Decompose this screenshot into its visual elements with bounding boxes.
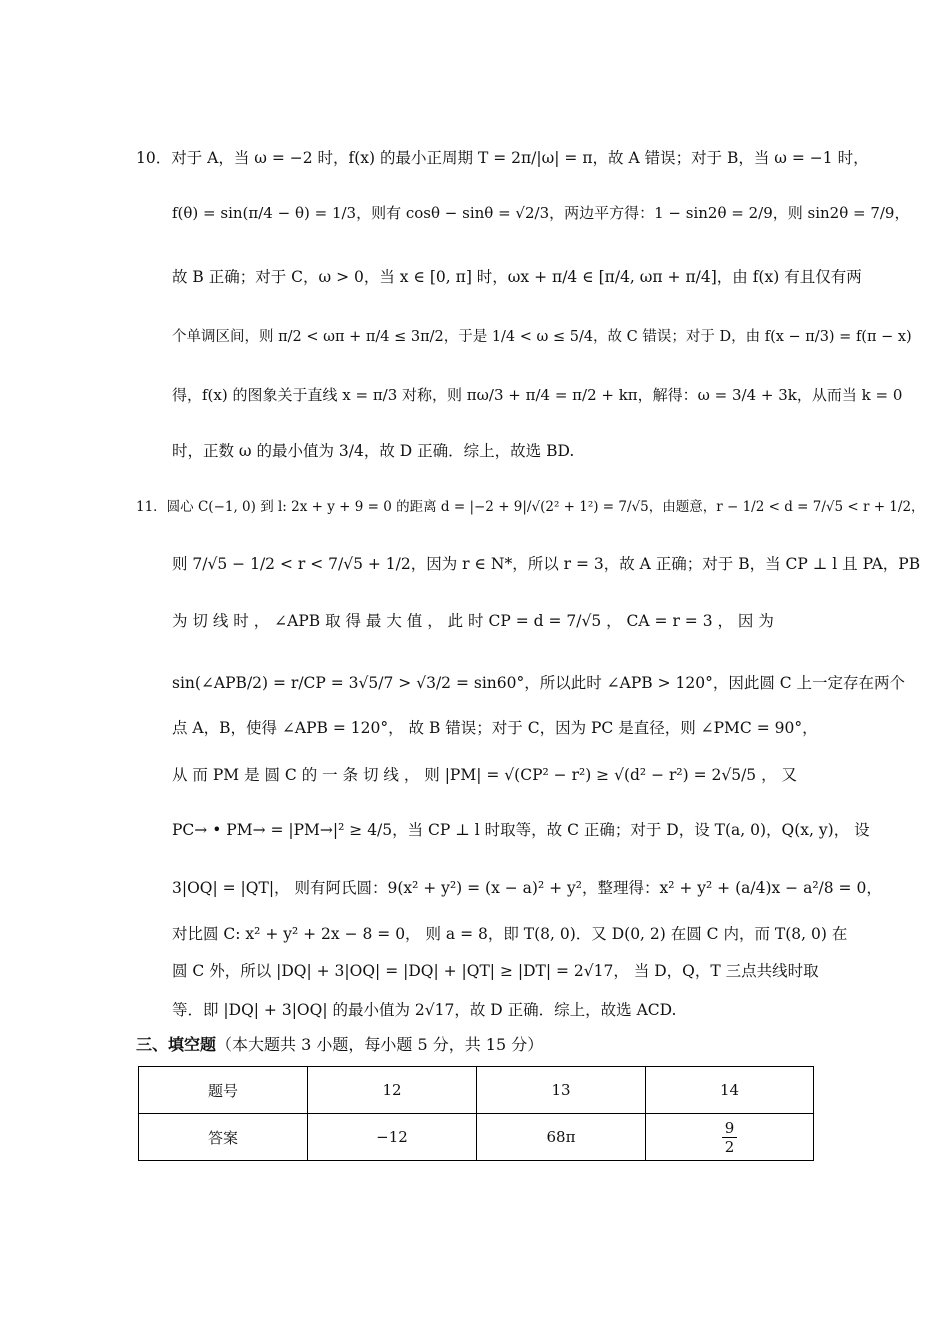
solution-10-line-3: 故 B 正确；对于 C，ω > 0，当 x ∈ [0, π] 时，ωx + π/4 ∈ [π/4, ωπ + π/4]，由 f(x) 有且仅有两 (172, 268, 862, 286)
solution-10-line-1: 10．对于 A，当 ω = −2 时，f(x) 的最小正周期 T = 2π/|ω| = π，故 A 错误；对于 B，当 ω = −1 时， (136, 149, 869, 167)
answer-14-denominator: 2 (724, 1137, 735, 1156)
solution-10-line-4: 个单调区间，则 π/2 < ωπ + π/4 ≤ 3π/2，于是 1/4 < ω ≤ 5/4，故 C 错误；对于 D，由 f(x − π/3) = f(π − x) (172, 329, 912, 345)
solution-10-line-6: 时，正数 ω 的最小值为 3/4，故 D 正确．综上，故选 BD. (172, 442, 575, 460)
solution-11-line-11: 等．即 |DQ| + 3|OQ| 的最小值为 2√17，故 D 正确．综上，故选 ACD. (172, 1001, 677, 1019)
table-cell-answer-14 (646, 1114, 814, 1161)
section-3-title: 三、填空题 (136, 1035, 217, 1054)
answer-14-fraction (722, 1119, 738, 1156)
table-cell-answer-12: −12 (308, 1114, 477, 1161)
solution-11-line-8: 3|OQ| = |QT|， 则有阿氏圆：9(x² + y²) = (x − a)² + y²，整理得：x² + y² + (a/4)x − a²/8 = 0， (172, 879, 882, 897)
table-cell-q13: 13 (477, 1067, 646, 1114)
solution-11-line-10: 圆 C 外，所以 |DQ| + 3|OQ| = |DQ| + |QT| ≥ |DT| = 2√17， 当 D，Q，T 三点共线时取 (172, 962, 819, 980)
table-cell-label-answer: 答案 (139, 1114, 308, 1161)
table-cell-answer-13: 68π (477, 1114, 646, 1161)
solution-11-line-3: 为 切 线 时 ， ∠APB 取 得 最 大 值 ， 此 时 CP = d = 7/√5 ， CA = r = 3 ， 因 为 (172, 612, 774, 630)
answer-table (138, 1066, 814, 1161)
solution-11-line-5: 点 A，B，使得 ∠APB = 120°， 故 B 错误；对于 C，因为 PC 是直径，则 ∠PMC = 90°， (172, 719, 818, 737)
table-cell-label-number: 题号 (139, 1067, 308, 1114)
table-row-question-numbers (139, 1067, 814, 1114)
solution-11-line-2: 则 7/√5 − 1/2 < r < 7/√5 + 1/2，因为 r ∈ N*，所以 r = 3，故 A 正确；对于 B，当 CP ⊥ l 且 PA，PB (172, 555, 921, 573)
answer-14-numerator: 9 (722, 1119, 738, 1138)
solution-11-line-1: 11．圆心 C(−1, 0) 到 l: 2x + y + 9 = 0 的距离 d = |−2 + 9|/√(2² + 1²) = 7/√5，由题意，r − 1/2 < d = 7/√5 < r + 1/2， (136, 499, 925, 515)
table-row-answers (139, 1114, 814, 1161)
table-cell-q12: 12 (308, 1067, 477, 1114)
section-3-heading (136, 1034, 543, 1056)
solution-11-line-9: 对比圆 C: x² + y² + 2x − 8 = 0， 则 a = 8，即 T(8, 0)．又 D(0, 2) 在圆 C 内，而 T(8, 0) 在 (172, 925, 848, 943)
solution-10-line-5: 得，f(x) 的图象关于直线 x = π/3 对称，则 πω/3 + π/4 = π/2 + kπ，解得：ω = 3/4 + 3k，从而当 k = 0 (172, 386, 903, 404)
solution-10-line-2: f(θ) = sin(π/4 − θ) = 1/3，则有 cosθ − sinθ = √2/3，两边平方得：1 − sin2θ = 2/9，则 sin2θ = 7/9， (172, 204, 910, 222)
solution-11-line-7: PC→ • PM→ = |PM→|² ≥ 4/5，当 CP ⊥ l 时取等，故 C 正确；对于 D，设 T(a, 0)，Q(x, y)， 设 (172, 821, 870, 839)
solution-11-line-6: 从 而 PM 是 圆 C 的 一 条 切 线 ， 则 |PM| = √(CP² − r²) ≥ √(d² − r²) = 2√5/5 ， 又 (172, 766, 798, 784)
section-3-note: （本大题共 3 小题，每小题 5 分，共 15 分） (216, 1035, 544, 1054)
table-cell-q14: 14 (646, 1067, 814, 1114)
solution-11-line-4: sin(∠APB/2) = r/CP = 3√5/7 > √3/2 = sin60°，所以此时 ∠APB > 120°，因此圆 C 上一定存在两个 (172, 674, 906, 692)
